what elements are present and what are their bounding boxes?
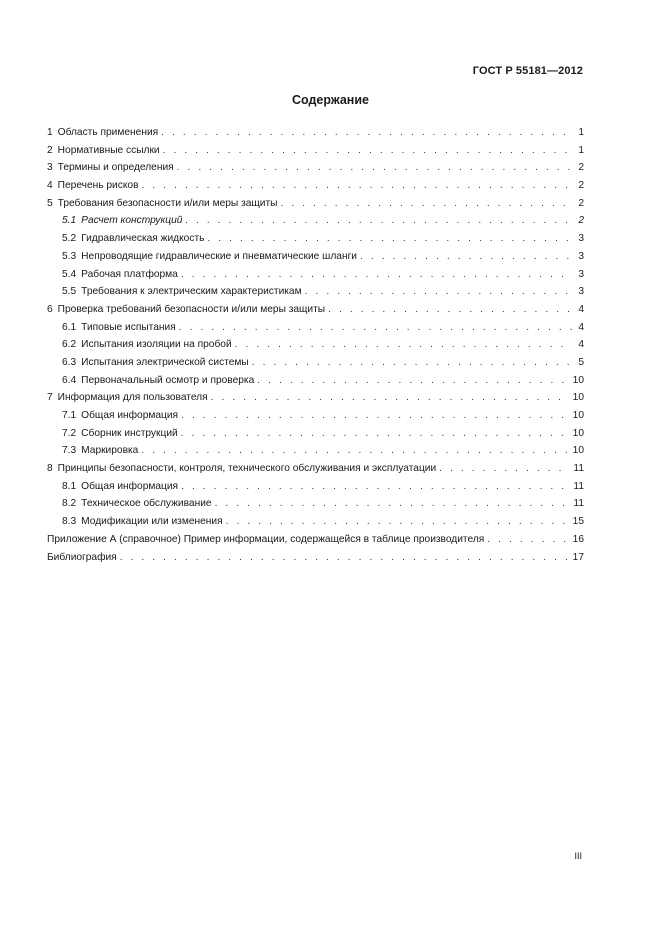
toc-entry-title: Проверка требований безопасности и/или меры защиты — [57, 303, 326, 315]
toc-entry-number: 5.4 — [62, 268, 77, 280]
toc-entry-page: 10 — [572, 445, 584, 457]
toc-entry-page: 4 — [578, 339, 584, 351]
toc-entry-page: 1 — [578, 127, 584, 138]
toc-entry-title: Требования безопасности и/или меры защиты — [57, 197, 278, 209]
toc-entry-number: 5.2 — [62, 233, 77, 245]
toc-entry-page: 2 — [578, 180, 584, 192]
toc-entry-title: Общая информация — [81, 410, 179, 421]
toc-subentry[interactable] — [47, 372, 584, 390]
toc-entry-title: Рабочая платформа — [81, 268, 178, 280]
toc-dot-leader — [439, 460, 569, 478]
toc-subentry[interactable] — [47, 248, 584, 266]
toc-entry[interactable] — [47, 159, 584, 177]
toc-entry-page: 3 — [578, 233, 584, 245]
toc-entry-number: 8.1 — [62, 480, 77, 492]
toc-entry-title: Первоначальный осмотр и проверка — [81, 374, 255, 386]
toc-entry-title: Типовые испытания — [81, 321, 176, 333]
table-of-contents — [47, 124, 584, 566]
document-code: ГОСТ Р 55181—2012 — [472, 65, 583, 77]
toc-entry-page: 15 — [572, 516, 584, 528]
toc-subentry[interactable] — [47, 283, 584, 301]
toc-entry-number: 5 — [47, 197, 53, 209]
toc-entry-appendix[interactable] — [47, 531, 584, 549]
toc-entry-number: 7.3 — [62, 445, 77, 457]
toc-entry-page: 3 — [578, 250, 584, 262]
toc-dot-leader — [487, 531, 568, 549]
toc-dot-leader — [181, 266, 572, 284]
toc-entry-title: Перечень рисков — [57, 180, 139, 192]
toc-entry[interactable] — [47, 389, 584, 407]
toc-dot-leader — [141, 442, 568, 460]
toc-entry-number: 5.3 — [62, 250, 77, 262]
toc-entry-page: 11 — [573, 480, 584, 492]
toc-entry-title: Непроводящие гидравлические и пневматические шланги — [81, 250, 357, 262]
toc-entry-title: Испытания электрической системы — [81, 356, 249, 368]
toc-entry-page: 2 — [578, 162, 584, 174]
toc-entry-number: 3 — [47, 162, 53, 174]
toc-entry-title: Нормативные ссылки — [57, 144, 160, 156]
toc-entry[interactable] — [47, 460, 584, 478]
toc-dot-leader — [280, 195, 572, 213]
toc-entry-number: 8 — [47, 463, 53, 475]
toc-entry-title: Информация для пользователя — [57, 392, 208, 404]
toc-entry[interactable] — [47, 195, 584, 213]
toc-subentry[interactable] — [47, 212, 584, 230]
toc-entry-number: 7.1 — [62, 410, 77, 421]
toc-entry-number: 5.1 — [62, 215, 77, 227]
toc-dot-leader — [185, 212, 572, 230]
toc-entry-title: Библиография — [47, 551, 117, 563]
toc-entry[interactable] — [47, 177, 584, 195]
toc-dot-leader — [163, 142, 572, 160]
toc-entry-title: Область применения — [57, 127, 159, 138]
toc-subentry[interactable] — [47, 425, 584, 443]
toc-entry-title: Гидравлическая жидкость — [81, 233, 205, 245]
page-number: III — [574, 851, 582, 861]
toc-subentry[interactable] — [47, 266, 584, 284]
toc-dot-leader — [181, 478, 569, 496]
toc-entry-number: 7.2 — [62, 427, 77, 439]
toc-entry-number: 5.5 — [62, 286, 77, 298]
toc-subentry[interactable] — [47, 336, 584, 354]
toc-entry-number: 7 — [47, 392, 53, 404]
toc-entry-title: Расчет конструкций — [81, 215, 183, 227]
toc-entry-number: 6.4 — [62, 374, 77, 386]
toc-entry-number: 6.3 — [62, 356, 77, 368]
toc-entry-page: 5 — [578, 356, 584, 368]
toc-entry-title: Модификации или изменения — [81, 516, 223, 528]
toc-entry-number: 6.1 — [62, 321, 77, 333]
toc-entry-page: 3 — [578, 286, 584, 298]
toc-entry-page: 10 — [572, 392, 584, 404]
toc-entry-page: 10 — [572, 410, 584, 421]
toc-entry[interactable] — [47, 301, 584, 319]
toc-dot-leader — [207, 230, 572, 248]
toc-subentry[interactable] — [47, 354, 584, 372]
toc-entry-page: 11 — [573, 463, 584, 475]
toc-entry-page: 2 — [578, 197, 584, 209]
toc-entry-title: Приложение А (справочное) Пример информации, содержащейся в таблице производителя — [47, 533, 485, 545]
toc-entry-title: Общая информация — [81, 480, 179, 492]
toc-subentry[interactable] — [47, 319, 584, 337]
toc-subentry[interactable] — [47, 407, 584, 425]
toc-subentry[interactable] — [47, 230, 584, 248]
toc-entry-page: 4 — [578, 321, 584, 333]
toc-entry-page: 11 — [573, 498, 584, 510]
toc-subentry[interactable] — [47, 513, 584, 531]
toc-dot-leader — [120, 549, 569, 567]
toc-entry-page: 16 — [572, 533, 584, 545]
toc-entry[interactable] — [47, 124, 584, 142]
toc-subentry[interactable] — [47, 478, 584, 496]
toc-dot-leader — [328, 301, 572, 319]
toc-entry-title: Термины и определения — [57, 162, 174, 174]
toc-subentry[interactable] — [47, 442, 584, 460]
toc-entry-title: Принципы безопасности, контроля, технического обслуживания и эксплуатации — [57, 463, 437, 475]
toc-dot-leader — [181, 407, 569, 425]
toc-entry-page: 17 — [572, 551, 584, 563]
toc-dot-leader — [252, 354, 572, 372]
toc-entry[interactable] — [47, 142, 584, 160]
toc-dot-leader — [235, 336, 572, 354]
toc-entry-number: 1 — [47, 127, 53, 138]
toc-entry-number: 6 — [47, 303, 53, 315]
toc-dot-leader — [161, 124, 572, 142]
toc-entry-bibliography[interactable] — [47, 549, 584, 567]
toc-entry-page: 2 — [578, 215, 584, 227]
toc-entry-number: 2 — [47, 144, 53, 156]
toc-entry-page: 3 — [578, 268, 584, 280]
toc-entry-title: Испытания изоляции на пробой — [81, 339, 232, 351]
toc-dot-leader — [177, 159, 572, 177]
toc-entry-page: 10 — [572, 374, 584, 386]
toc-dot-leader — [215, 495, 570, 513]
toc-entry-number: 8.2 — [62, 498, 77, 510]
toc-dot-leader — [226, 513, 569, 531]
toc-entry-page: 10 — [572, 427, 584, 439]
toc-entry-title: Требования к электрическим характеристикам — [81, 286, 302, 298]
toc-entry-title: Маркировка — [81, 445, 139, 457]
toc-dot-leader — [211, 389, 569, 407]
toc-dot-leader — [142, 177, 573, 195]
toc-dot-leader — [179, 319, 572, 337]
toc-entry-page: 4 — [578, 303, 584, 315]
toc-entry-title: Сборник инструкций — [81, 427, 178, 439]
toc-entry-number: 4 — [47, 180, 53, 192]
toc-dot-leader — [181, 425, 569, 443]
toc-subentry[interactable] — [47, 495, 584, 513]
toc-dot-leader — [305, 283, 572, 301]
toc-title: Содержание — [291, 93, 369, 107]
toc-entry-number: 6.2 — [62, 339, 77, 351]
toc-entry-title: Техническое обслуживание — [81, 498, 212, 510]
toc-entry-number: 8.3 — [62, 516, 77, 528]
toc-entry-page: 1 — [578, 144, 584, 156]
toc-dot-leader — [257, 372, 568, 390]
toc-dot-leader — [360, 248, 572, 266]
